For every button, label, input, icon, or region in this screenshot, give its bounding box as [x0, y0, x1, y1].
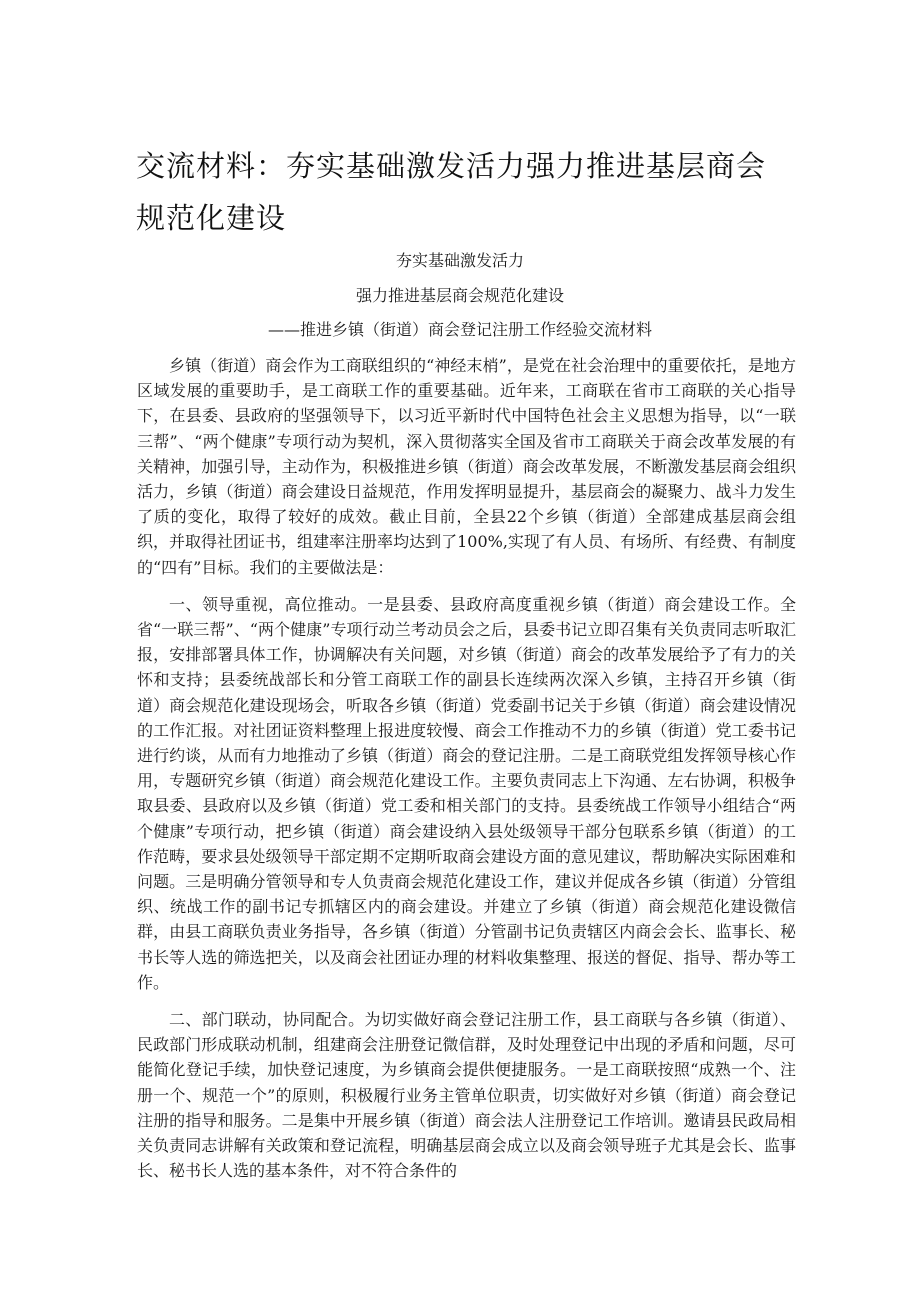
- subtitle-line-2: 强力推进基层商会规范化建设: [355, 286, 564, 305]
- document-body: [137, 353, 796, 1184]
- paragraph-section-2: 二、部门联动，协同配合。为切实做好商会登记注册工作，县工商联与各乡镇（街道）、民政部门形成联动机制，组建商会注册登记微信群，及时处理登记中出现的矛盾和问题，尽可能简化登记手续，加快登记速度，为乡镇商会提供便捷服务。一是工商联按照“成熟一个、注册一个、规范一个”的原则，积极履行业务主管单位职责，切实做好对乡镇（街道）商会登记注册的指导和服务。二是集中开展乡镇（街道）商会法人注册登记工作培训。邀请县民政局相关负责同志讲解有关政策和登记流程，明确基层商会成立以及商会领导班子尤其是会长、监事长、秘书长人选的基本条件，对不符合条件的: [137, 1010, 796, 1181]
- document-title: 交流材料：夯实基础激发活力强力推进基层商会规范化建设: [136, 149, 767, 235]
- subtitle-line-1: 夯实基础激发活力: [395, 251, 524, 270]
- paragraph-section-1: 一、领导重视，高位推动。一是县委、县政府高度重视乡镇（街道）商会建设工作。全省“一联三帮”、“两个健康”专项行动兰考动员会之后，县委书记立即召集有关负责同志听取汇报，安排部署具体工作，协调解决有关问题，对乡镇（街道）商会的改革发展给予了有力的关怀和支持；县委统战部长和分管工商联工作的副县长连续两次深入乡镇，主持召开乡镇（街道）商会规范化建设现场会，听取各乡镇（街道）党委副书记关于乡镇（街道）商会建设情况的工作汇报。对社团证资料整理上报进度较慢、商会工作推动不力的乡镇（街道）党工委书记进行约谈，从而有力地推动了乡镇（街道）商会的登记注册。二是工商联党组发挥领导核心作用，专题研究乡镇（街道）商会规范化建设工作。主要负责同志上下沟通、左右协调，积极争取县委、县政府以及乡镇（街道）党工委和相关部门的支持。县委统战工作领导小组结合“两个健康”专项行动，把乡镇（街道）商会建设纳入县处级领导干部分包联系乡镇（街道）的工作范畴，要求县处级领导干部定期不定期听取商会建设方面的意见建议，帮助解决实际困难和问题。三是明确分管领导和专人负责商会规范化建设工作，建议并促成各乡镇（街道）分管组织、统战工作的副书记专抓辖区内的商会建设。并建立了乡镇（街道）商会规范化建设微信群，由县工商联负责业务指导，各乡镇（街道）分管副书记负责辖区内商会会长、监事长、秘书长等人选的筛选把关，以及商会社团证办理的材料收集整理、报送的督促、指导、帮办等工作。: [137, 594, 796, 992]
- paragraph-intro: 乡镇（街道）商会作为工商联组织的“神经末梢”，是党在社会治理中的重要依托，是地方区域发展的重要助手，是工商联工作的重要基础。近年来，工商联在省市工商联的关心指导下，在县委、县政府的坚强领导下，以习近平新时代中国特色社会主义思想为指导，以“一联三帮”、“两个健康”专项行动为契机，深入贯彻落实全国及省市工商联关于商会改革发展的有关精神，加强引导，主动作为，积极推进乡镇（街道）商会改革发展，不断激发基层商会组织活力，乡镇（街道）商会建设日益规范，作用发挥明显提升，基层商会的凝聚力、战斗力发生了质的变化，取得了较好的成效。截止目前，全县22个乡镇（街道）全部建成基层商会组织，并取得社团证书，组建率注册率均达到了100%,实现了有人员、有场所、有经费、有制度的“四有”目标。我们的主要做法是：: [137, 356, 796, 577]
- subtitle-line-3: ——推进乡镇（街道）商会登记注册工作经验交流材料: [267, 320, 652, 339]
